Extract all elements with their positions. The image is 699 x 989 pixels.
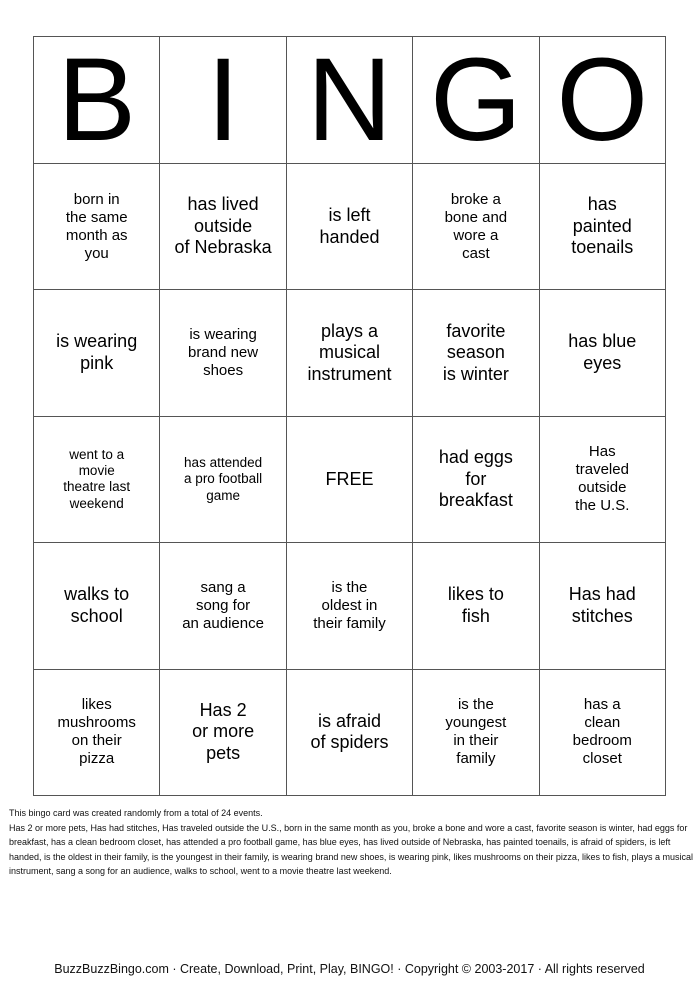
cell-text: likes mushrooms on their pizza [57, 696, 136, 768]
info-summary: This bingo card was created randomly from a total of 24 events. [9, 808, 263, 818]
bingo-cell[interactable] [160, 543, 286, 669]
bingo-cell[interactable] [160, 669, 286, 795]
bingo-cell[interactable] [539, 416, 665, 542]
bingo-cell[interactable] [539, 290, 665, 416]
cell-text: has a clean bedroom closet [572, 696, 632, 768]
bingo-cell[interactable] [539, 543, 665, 669]
card-info [9, 806, 693, 879]
cell-text: is afraid of spiders [310, 710, 389, 753]
cell-text: sang a song for an audience [182, 578, 264, 632]
bingo-cell[interactable] [286, 669, 412, 795]
bingo-grid [34, 164, 666, 796]
header-letter-g: G [413, 37, 539, 164]
bingo-cell[interactable] [34, 416, 160, 542]
cell-text: is wearing pink [56, 331, 138, 374]
cell-text: has lived outside of Nebraska [174, 194, 272, 258]
bingo-cell[interactable] [413, 164, 539, 290]
cell-text: Has traveled outside the U.S. [575, 443, 630, 515]
cell-text: favorite season is winter [442, 320, 509, 384]
cell-text: has painted toenails [571, 194, 634, 258]
bingo-cell[interactable] [34, 543, 160, 669]
bingo-cell[interactable] [160, 290, 286, 416]
bingo-cell[interactable] [413, 669, 539, 795]
header-letter-b: B [34, 37, 160, 164]
cell-text: is the oldest in their family [313, 578, 386, 632]
cell-text: Has 2 or more pets [192, 699, 255, 764]
bingo-header-row [34, 37, 666, 164]
cell-text: likes to fish [447, 584, 504, 626]
cell-text: went to a movie theatre last weekend [63, 447, 131, 511]
page-footer: BuzzBuzzBingo.com · Create, Download, Print, Play, BINGO! · Copyright © 2003-2017 · All rights reserved [54, 962, 645, 976]
header-letter-n: N [286, 37, 412, 164]
bingo-card [33, 36, 666, 796]
bingo-row [34, 669, 666, 795]
bingo-cell[interactable] [413, 290, 539, 416]
bingo-cell[interactable] [413, 543, 539, 669]
bingo-cell[interactable] [286, 290, 412, 416]
cell-text: walks to school [64, 584, 130, 626]
cell-text: plays a musical instrument [307, 320, 392, 384]
bingo-row [34, 416, 666, 542]
bingo-cell[interactable] [160, 416, 286, 542]
cell-text: has blue eyes [568, 331, 637, 374]
cell-text: born in the same month as you [65, 190, 128, 262]
bingo-row [34, 543, 666, 669]
header-letter-o: O [539, 37, 665, 164]
info-event-list: Has 2 or more pets, Has had stitches, Has traveled outside the U.S., born in the same month as you, broke a bone and wore a cast, favorite season is winter, had eggs for breakfast, has a clean bedroom closet, has attended a pro football game, has blue eyes, has lived outside of Nebraska, has painted toenails, is afraid of spiders, is left handed, is the oldest in their family, is the youngest in their family, is wearing brand new shoes, is wearing pink, likes mushrooms on their pizza, likes to fish, plays a musical instrument, sang a song for an audience, walks to school, went to a movie theatre last weekend. [9, 822, 693, 876]
cell-text: has attended a pro football game [184, 455, 263, 503]
bingo-cell[interactable] [413, 416, 539, 542]
bingo-cell[interactable] [539, 669, 665, 795]
bingo-row [34, 290, 666, 416]
header-letter-i: I [160, 37, 286, 164]
free-space-cell[interactable] [286, 416, 412, 542]
bingo-cell[interactable] [286, 543, 412, 669]
free-space-text: FREE [325, 468, 374, 489]
bingo-cell[interactable] [34, 164, 160, 290]
cell-text: Has had stitches [568, 584, 636, 626]
cell-text: is left handed [319, 205, 380, 247]
cell-text: is the youngest in their family [445, 696, 507, 768]
bingo-cell[interactable] [286, 164, 412, 290]
bingo-cell[interactable] [34, 290, 160, 416]
cell-text: is wearing brand new shoes [188, 326, 259, 380]
bingo-cell[interactable] [34, 669, 160, 795]
cell-text: broke a bone and wore a cast [444, 190, 508, 262]
bingo-cell[interactable] [539, 164, 665, 290]
cell-text: had eggs for breakfast [438, 447, 513, 511]
bingo-cell[interactable] [160, 164, 286, 290]
bingo-row [34, 164, 666, 290]
